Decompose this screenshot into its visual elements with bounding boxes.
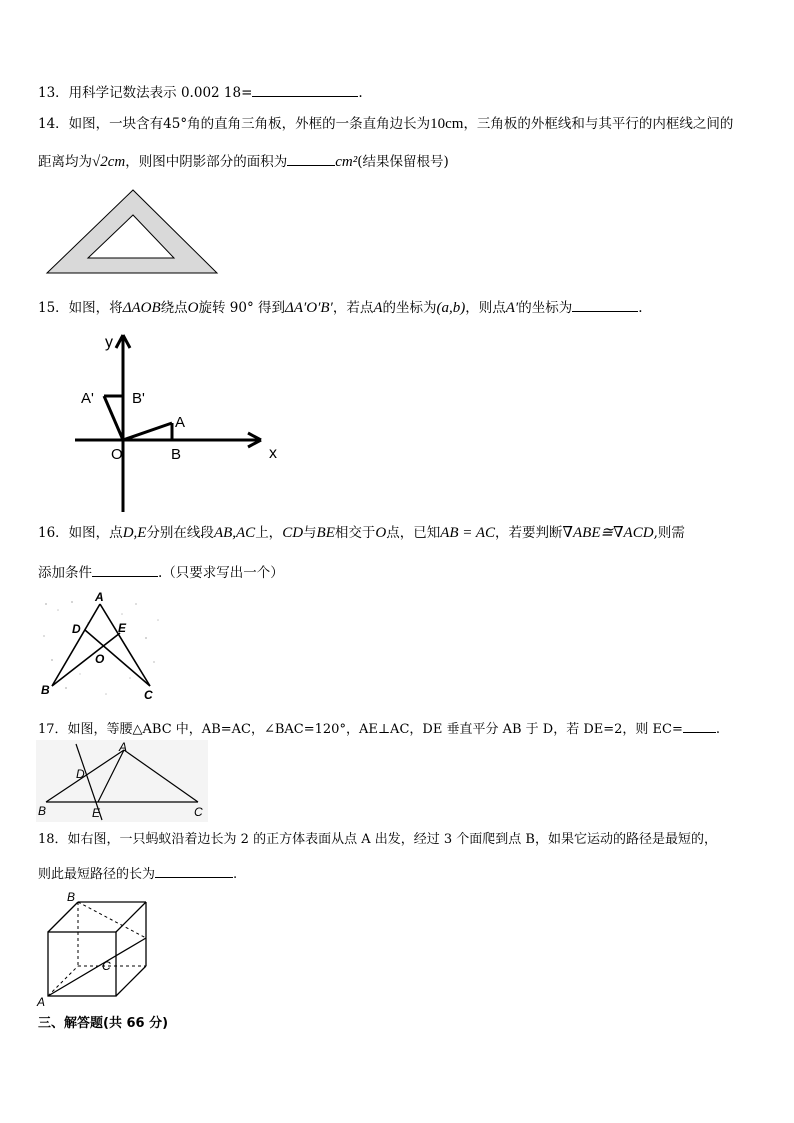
q17-answer-blank[interactable] — [683, 718, 716, 733]
q16-math-ab-ac: AB,AC — [213, 525, 256, 541]
q16-math-congruence: ∇ABE≅∇ACD — [562, 525, 654, 541]
q15-segment-oa — [123, 423, 172, 440]
q16-text-e: 相交于 — [334, 525, 376, 541]
q16-side-ac — [100, 604, 150, 686]
q15-label-y: y — [105, 334, 113, 351]
q15-math-aob: ΔAOB — [122, 300, 161, 316]
q15-coordinate-figure — [70, 328, 290, 514]
q18-cube-figure — [34, 886, 158, 1010]
q16-math-cd: CD — [282, 525, 304, 541]
q17-label-a: A — [119, 740, 128, 754]
q14-text-e: (结果保留根号) — [357, 154, 449, 170]
q15-text-b: 绕点 — [160, 300, 188, 316]
question-18-line1 — [38, 831, 717, 849]
q18-answer-blank[interactable] — [155, 863, 233, 878]
q14-math-length: 10cm — [430, 116, 464, 132]
q17-label-b: B — [38, 804, 47, 818]
q18-label-b: B — [67, 890, 76, 904]
q16-math-ab-eq-ac: AB = AC — [440, 525, 496, 541]
q16-triangle-figure — [36, 590, 166, 702]
question-18-line2 — [38, 863, 237, 884]
q15-label-b: B — [171, 446, 182, 463]
q16-label-o: O — [95, 652, 105, 666]
q17-label-c: C — [194, 805, 203, 819]
q16-text-g: ，若要判断 — [495, 525, 563, 541]
q18-label-c: C — [102, 959, 111, 973]
q17-period: . — [715, 722, 721, 737]
q14-text-a: 14．如图，一块含有45°角的直角三角板，外框的一条直角边长为 — [38, 116, 431, 132]
q16-answer-blank[interactable] — [92, 562, 158, 577]
q15-math-a-prime: A′ — [505, 300, 519, 316]
q15-math-aob-prime: ΔA′O′B′ — [285, 300, 333, 316]
q14-math-unit: cm² — [335, 154, 358, 170]
q15-label-x: x — [269, 445, 277, 462]
q13-period: . — [358, 85, 363, 101]
q16-text-h: ,则需 — [653, 525, 685, 541]
q13-answer-blank[interactable] — [252, 82, 358, 97]
q16-segment-be — [52, 633, 120, 686]
q17-label-e: E — [92, 806, 101, 820]
q15-text-g: 的坐标为 — [518, 300, 573, 316]
q15-label-a: A — [175, 414, 186, 431]
q15-answer-blank[interactable] — [572, 297, 638, 312]
q14-answer-blank[interactable] — [287, 151, 335, 166]
q14-shaded-frame — [47, 190, 217, 273]
q16-text-c: 上， — [255, 525, 283, 541]
q18-cube-top-right-edge — [116, 902, 146, 932]
q18-text-a: 18．如右图，一只蚂蚁沿着边长为 2 的正方体表面从点 A 出发，经过 3 个面爬到点 B，如果它运动的路径是最短的， — [38, 832, 717, 847]
q16-math-de: D,E — [122, 525, 147, 541]
q16-math-be: BE — [316, 525, 335, 541]
q15-text-a: 15．如图，将 — [38, 300, 123, 316]
q17-text: 17．如图，等腰△ABC 中，AB=AC，∠BAC=120°，AE⊥AC，DE 垂直平分 AB 于 D，若 DE=2，则 EC= — [38, 722, 683, 737]
q14-triangle-figure — [44, 187, 220, 277]
q18-period: . — [233, 867, 238, 882]
q15-text-c: 旋转 90° 得到 — [198, 300, 286, 316]
q15-text-d: ，若点 — [332, 300, 374, 316]
q15-label-o: O — [111, 446, 123, 463]
q15-text-f: ，则点 — [465, 300, 506, 316]
q14-text-c: 距离均为 — [38, 154, 92, 170]
q16-label-b: B — [41, 683, 50, 697]
q16-text-a: 16．如图，点 — [38, 525, 123, 541]
q13-text: 13．用科学记数法表示 0.002 18= — [38, 85, 253, 101]
q15-math-a: A — [373, 300, 383, 316]
section-3-heading: 三、解答题(共 66 分) — [38, 1016, 169, 1031]
q17-triangle-figure — [36, 740, 208, 822]
q18-path-bottom — [48, 938, 146, 996]
q15-text-e: 的坐标为 — [382, 300, 437, 316]
q14-text-d: ，则图中阴影部分的面积为 — [125, 154, 288, 170]
question-17 — [38, 718, 720, 739]
q16-text-d: 与 — [303, 525, 317, 541]
q15-label-a-prime: A' — [81, 390, 94, 407]
q16-label-a: A — [95, 590, 104, 604]
question-14-line1 — [38, 115, 733, 133]
q14-text-b: ，三角板的外框线和与其平行的内框线之间的 — [463, 116, 734, 132]
q15-period: . — [638, 300, 643, 316]
q16-text-i: 添加条件 — [38, 565, 92, 581]
q16-text-f: 点，已知 — [386, 525, 441, 541]
q18-cube-bottom-right-edge — [116, 966, 146, 996]
q18-cube-top-left-edge — [48, 902, 78, 932]
q18-text-b: 则此最短路径的长为 — [38, 867, 156, 882]
question-13 — [38, 82, 363, 102]
q16-text-b: 分别在线段 — [146, 525, 214, 541]
question-15 — [38, 297, 643, 317]
q16-label-e: E — [118, 621, 127, 635]
q14-math-distance: √2cm — [92, 154, 126, 170]
q16-text-j: .（只要求写出一个） — [158, 565, 284, 581]
q15-label-b-prime: B' — [132, 390, 145, 407]
q17-label-d: D — [76, 767, 85, 781]
question-16-line2 — [38, 562, 284, 582]
q16-label-c: C — [144, 688, 153, 702]
q15-math-coord: (a,b) — [436, 300, 466, 316]
question-14-line2 — [38, 151, 449, 171]
q15-math-o: O — [187, 300, 199, 316]
q16-side-ab — [52, 604, 100, 686]
q15-segment-oa-prime — [104, 396, 123, 440]
q18-label-a: A — [37, 995, 46, 1009]
q16-math-o: O — [375, 525, 387, 541]
question-16-line1 — [38, 524, 685, 542]
q16-label-d: D — [72, 622, 81, 636]
